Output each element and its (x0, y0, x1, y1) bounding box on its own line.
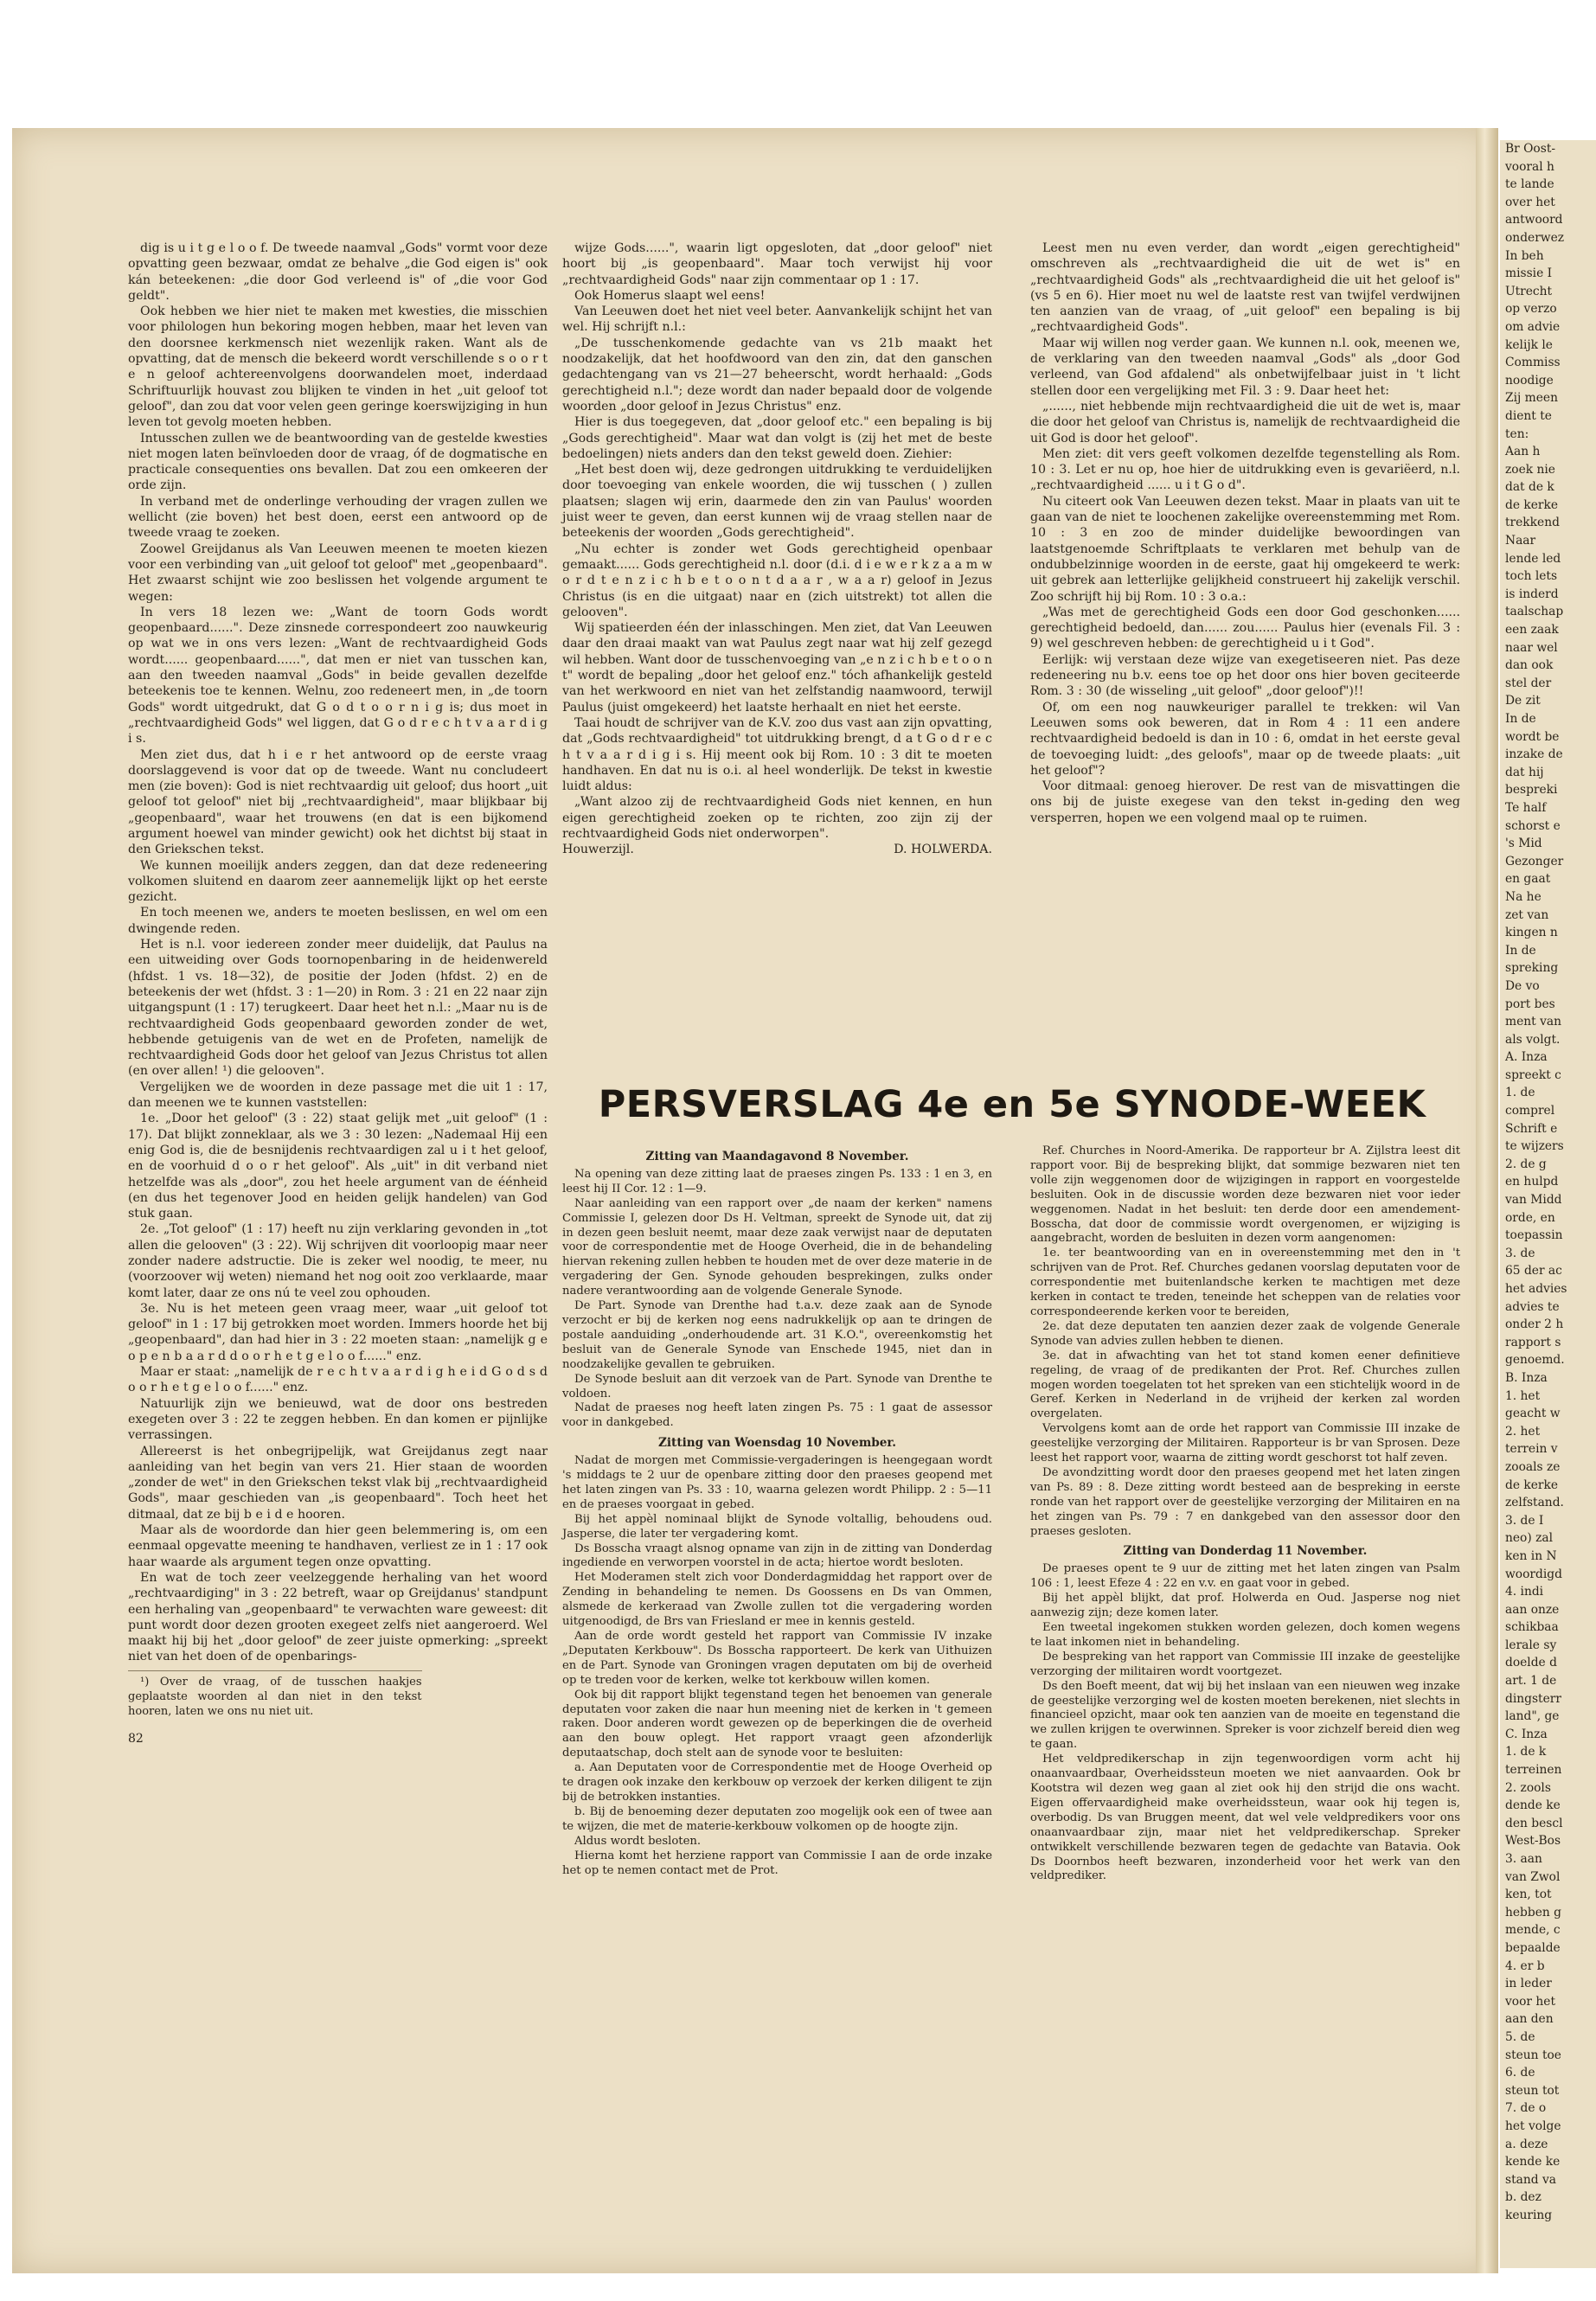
report-paragraph: b. Bij de benoeming dezer deputaten zoo mogelijk ook een of twee aan te wijzen, die met de materie-kerkbouw volkomen op de hoogte zijn. (562, 1804, 992, 1833)
next-page-fragment: 3. de (1505, 1246, 1535, 1260)
next-page-fragment: terrein v (1505, 1442, 1558, 1457)
next-page-fragment: a. deze (1505, 2137, 1548, 2151)
report-paragraph: De Part. Synode van Drenthe had t.a.v. deze zaak aan de Synode verzocht er bij de kerken nog eens nadrukkelijk op aan te dringen de postale aanduiding „onderhoudende art. 31 K.O.", overeenkomstig het besluit van de Generale Synode van Enschede 1945, niet dan in noodzakelijke gevallen te gebruiken. (562, 1299, 992, 1371)
next-page-fragment: missie I (1505, 266, 1553, 281)
next-page-fragment: Utrecht (1505, 284, 1553, 298)
report-column-1 (562, 1144, 992, 1878)
article-paragraph: „Het best doen wij, deze gedrongen uitdrukking te verduidelijken door toevoeging van enkele woorden, die wij tusschen ( ) zullen plaatsen; slagen wij erin, daarmede den zin van Paulus' woorden juist weer te geven, dan eerst kunnen wij de vraag stellen naar de beteekenis der woorden „Gods gerechtigheid". (562, 463, 992, 541)
next-page-fragment: De zit (1505, 694, 1541, 708)
book-spine (1476, 128, 1498, 2273)
next-page-fragment: te lande (1505, 177, 1554, 192)
report-paragraph: Na opening van deze zitting laat de praeses zingen Ps. 133 : 1 en 3, en leest hij II Cor. 12 : 1—9. (562, 1167, 992, 1195)
next-page-fragment: Gezonger (1505, 854, 1564, 868)
next-page-fragment: het advies (1505, 1282, 1567, 1296)
next-page-fragment: spreekt c (1505, 1067, 1561, 1082)
report-paragraph: Ref. Churches in Noord-Amerika. De rapporteur br A. Zijlstra leest dit rapport voor. Bij de bespreking blijkt, dat sommige bezwaren niet ten volle zijn weggenomen door de wijzigingen in rapport en voorgestelde besluiten. Ook in de discussie worden deze bezwaren niet voor ieder weggenomen. Nadat in het besluit: ten derde door een amendement-Bosscha, dat door de commissie wordt overgenomen, er wijziging is aangebracht, worden de besluiten in dezen vorm aangenomen: (1030, 1144, 1460, 1246)
next-page-fragment: stand va (1505, 2172, 1556, 2187)
next-page-fragment: rapport s (1505, 1335, 1561, 1349)
next-page-fragment: en gaat (1505, 872, 1551, 887)
next-page-fragment: Br Oost- (1505, 142, 1556, 156)
article-paragraph: Wij spatieerden één der inlasschingen. Men ziet, dat Van Leeuwen daar den draai maakt van wat Paulus zegt naar wat hij zelf gezegd wil hebben. Want door de tusschenvoeging van „e n z i c h b e t o o n t" wordt de bepaling „door het geloof enz." tóch afhankelijk gesteld van het werkwoord en niet van het zelfstandig naamwoord, terwijl Paulus (juist omgekeerd) het laatste herhaalt en niet het eerste. (562, 621, 993, 715)
signature-name: D. HOLWERDA. (894, 843, 992, 857)
report-paragraph: De avondzitting wordt door den praeses geopend met het laten zingen van Ps. 89 : 8. Deze zitting wordt besteed aan de bespreking in eerste ronde van het rapport over de geestelijke verzorging der Militairen en na het zingen van Ps. 79 : 7 en dankgebed van den assessor door den praeses gesloten. (1030, 1465, 1460, 1538)
article-paragraph: Maar er staat: „namelijk de r e c h t v a a r d i g h e i d G o d s d o o r h e t g e l o o f......" enz. (128, 1365, 548, 1395)
next-page-fragment: van Midd (1505, 1193, 1562, 1208)
next-page-fragment: om advie (1505, 319, 1561, 334)
next-page-fragment: den bescl (1505, 1816, 1563, 1830)
next-page-fragment: art. 1 de (1505, 1674, 1557, 1689)
next-page-fragment: aan onze (1505, 1602, 1560, 1617)
next-page-fragment: hebben g (1505, 1905, 1561, 1920)
report-paragraph: Vervolgens komt aan de orde het rapport van Commissie III inzake de geestelijke verzorging der Militairen. Rapporteur is br van Sprosen. Deze leest het rapport voor, waarna de zitting wordt geschorst tot half zeven. (1030, 1422, 1460, 1465)
next-page-fragment: in leder (1505, 1977, 1552, 1991)
next-page-fragment: het volge (1505, 2118, 1561, 2133)
article-paragraph: Men ziet dus, dat h i e r het antwoord op de eerste vraag doorslaggevend is voor dat op de tweede. Want nu concludeert men (zie boven): God is niet rechtvaardig uit geloof; dus hoort „uit geloof tot geloof" niet bij „rechtvaardigheid", maar blijkbaar bij „geopenbaard", waar het trouwens (en dat is een bijkomend argument hoewel van minder gewicht) ook het dichtst bij staat in den Griekschen tekst. (128, 747, 548, 857)
next-page-fragment: over het (1505, 195, 1555, 209)
next-page-fragment: bespreki (1505, 783, 1558, 798)
article-paragraph: Hier is dus toegegeven, dat „door geloof etc." een bepaling is bij „Gods gerechtigheid". Maar wat dan volgt is (zij het met de beste bedoelingen) niets anders dan den tekst geweld doen. Ziehier: (562, 415, 992, 461)
report-paragraph: Hierna komt het herziene rapport van Commissie I aan de orde inzake het op te nemen contact met de Prot. (562, 1849, 992, 1877)
next-page-fragment: mende, c (1505, 1923, 1561, 1938)
report-paragraph: Ds Bosscha vraagt alsnog opname van zijn in de zitting van Donderdag ingediende en verworpen voorstel in de acta; hiertoe wordt besloten. (562, 1541, 992, 1570)
article-paragraph: Of, om een nog nauwkeuriger parallel te trekken: wil Van Leeuwen soms ook beweren, dat in Rom 4 : 11 een andere rechtvaardigheid bedoeld is dan in 10 : 6, omdat in het eerste geval de toevoeging luidt: „des geloofs", maar op de tweede plaats: „uit het geloof"? (1030, 700, 1460, 778)
report-paragraph: Aan de orde wordt gesteld het rapport van Commissie IV inzake „Deputaten Kerkbouw". Ds Bosscha rapporteert. De kerk van Uithuizen en de Part. Synode van Groningen vragen deputaten om bij de overheid op te treden voor de kerken, welke tot kerkbouw willen komen. (562, 1630, 992, 1687)
report-paragraph: De bespreking van het rapport van Commissie III inzake de geestelijke verzorging der militairen wordt voortgezet. (1030, 1650, 1460, 1678)
article-paragraph: „Nu echter is zonder wet Gods gerechtigheid openbaar gemaakt...... Gods gerechtigheid n.l. door (d.i. d i e w e r k z a a m w o r d t e n z i c h b e t o o n t d a a r , w a a r) geloof in Jezus Christus (is en die uitgaat) naar en (zich uitstrekt) tot allen die gelooven". (562, 542, 992, 619)
report-paragraph: Een tweetal ingekomen stukken worden gelezen, doch komen wegens te laat inkomen niet in behandeling. (1030, 1621, 1460, 1649)
next-page-fragment: kingen n (1505, 926, 1558, 940)
article-paragraph: wijze Gods......", waarin ligt opgesloten, dat „door geloof" niet hoort bij „is geopenbaard". Maar toch verwijst hij voor „rechtvaardigheid Gods" naar zijn commentaar op 1 : 17. (562, 241, 992, 287)
next-page-fragment: de kerke (1505, 497, 1559, 512)
next-page-fragment: 3. aan (1505, 1852, 1542, 1866)
next-page-fragment: doelde d (1505, 1656, 1557, 1670)
report-paragraph: Ds den Boeft meent, dat wij bij het inslaan van een nieuwen weg inzake de geestelijke verzorging wel de kosten moeten berekenen, niet slechts in financieel opzicht, maar ook ten aanzien van de moeite en tegenstand die we zullen krijgen te overwinnen. Spreker is voor zichzelf bereid dien weg te gaan. (1030, 1679, 1460, 1752)
report-paragraph: 2e. dat deze deputaten ten aanzien dezer zaak de volgende Generale Synode van advies zullen hebben te dienen. (1030, 1319, 1460, 1348)
report-paragraph: De praeses opent te 9 uur de zitting met het laten zingen van Psalm 106 : 1, leest Efeze 4 : 22 en v.v. en gaat voor in gebed. (1030, 1562, 1460, 1591)
report-paragraph: Bij het appèl nominaal blijkt de Synode voltallig, behoudens oud. Jasperse, die later ter vergadering komt. (562, 1512, 992, 1541)
next-page-fragment: zet van (1505, 907, 1549, 922)
next-page-fragment: genoemd. (1505, 1353, 1565, 1368)
next-page-fragment: terreinen (1505, 1763, 1562, 1778)
next-page-fragment: schorst e (1505, 818, 1561, 833)
next-page-fragment: ment van (1505, 1015, 1561, 1029)
article-paragraph: Taai houdt de schrijver van de K.V. zoo dus vast aan zijn opvatting, dat „Gods rechtvaardigheid" tot uitdrukking brengt, d a t G o d r e c h t v a a r d i g i s. Hij meent ook bij Rom. 10 : 3 dit te moeten handhaven. En dat nu is o.i. al heel wonderlijk. De tekst in kwestie luidt aldus: (562, 715, 992, 794)
next-page-fragment: kende ke (1505, 2155, 1561, 2170)
article-paragraph: Men ziet: dit vers geeft volkomen dezelfde tegenstelling als Rom. 10 : 3. Let er nu op, hoe hier de uitdrukking even is gevariëerd, n.l. „rechtvaardigheid ...... u i t G o d". (1030, 446, 1460, 493)
next-page-fragment: orde, en (1505, 1210, 1555, 1225)
article-paragraph: Leest men nu even verder, dan wordt „eigen gerechtigheid" omschreven als „rechtvaardigheid die uit de wet is" en „rechtvaardigheid Gods" als „rechtvaardigheid die uit het geloof is" (vs 5 en 6). Hier moet nu wel de laatste rest van twijfel verdwijnen ten aanzien van de vraag, of „uit geloof" een bepaling is bij „rechtvaardigheid Gods". (1030, 241, 1460, 335)
next-page-fragment: 2. zools (1505, 1780, 1551, 1795)
next-page-fragment: C. Inza (1505, 1727, 1548, 1741)
report-paragraph: Aldus wordt besloten. (574, 1834, 702, 1848)
article-paragraph: Natuurlijk zijn we benieuwd, wat de door ons bestreden exegeten over 3 : 22 te zeggen hebben. En dan komen er pijnlijke verrassingen. (128, 1396, 548, 1443)
next-page-fragment: zoek nie (1505, 462, 1555, 477)
article-paragraph: We kunnen moeilijk anders zeggen, dan dat deze redeneering volkomen sluitend en daarom zeer aannemelijk lijkt op het eerste gezicht. (128, 858, 548, 905)
next-page-fragment: stel der (1505, 676, 1552, 690)
next-page-fragment: zooals ze (1505, 1459, 1561, 1474)
next-page-fragment: Commiss (1505, 356, 1561, 370)
article-paragraph: Vergelijken we de woorden in deze passage met die uit 1 : 17, dan meenen we te kunnen vaststellen: (128, 1080, 548, 1111)
next-page-edge (1500, 140, 1596, 2268)
next-page-fragment: ken, tot (1505, 1888, 1552, 1902)
article-paragraph: Van Leeuwen doet het niet veel beter. Aanvankelijk schijnt het van wel. Hij schrijft n.l.: (562, 304, 992, 335)
report-paragraph: a. Aan Deputaten voor de Correspondentie met de Hooge Overheid op te dragen ook inzake den kerkbouw op verzoek der kerken diligent te zijn bij de betrokken instanties. (562, 1761, 992, 1804)
report-paragraph: Ook bij dit rapport blijkt tegenstand tegen het benoemen van generale deputaten voor zaken die naar hun meening niet de kerken in 't gemeen raken. Door anderen wordt gewezen op de beperkingen die de overheid aan den bouw oplegt. Het rapport vraagt geen afzonderlijk deputaatschap, doch stelt aan de synode voor te besluiten: (562, 1688, 992, 1760)
article-paragraph: 1e. „Door het geloof" (3 : 22) staat gelijk met „uit geloof" (1 : 17). Dat blijkt zonneklaar, als we 3 : 30 lezen: „Nademaal Hij een enig God is, die de besnijdenis rechtvaardigen zal u i t het geloof, en de voorhuid d o o r het geloof". Als „uit" in dit verband niet hetzelfde was als „door", zou het heele argument van de éénheid (en dus het tegenover Jood en heiden gelijk handelen) van God stuk gaan. (128, 1112, 548, 1221)
next-page-fragment: ken in N (1505, 1548, 1557, 1563)
next-page-fragment: spreking (1505, 961, 1559, 976)
report-paragraph: Het veldpredikerschap in zijn tegenwoordigen vorm acht hij onaanvaardbaar, Overheidssteun moeten we niet aanvaarden. Ook br Kootstra wil dezen weg gaan al ziet ook hij den strijd die ons wacht. Eigen offervaardigheid make overheidssteun, waar ook hij tegen is, overbodig. Ds van Bruggen meent, dat wel vele veldpredikers voor ons onaanvaardbaar zijn, maar niet het veldpredikerschap. Spreker ontwikkelt verschillende bezwaren tegen de gedachte van Batavia. Ook Ds Doornbos heeft bezwaren, inzonderheid voor het werk van den veldprediker. (1030, 1753, 1460, 1883)
report-paragraph: Nadat de praeses nog heeft laten zingen Ps. 75 : 1 gaat de assessor voor in dankgebed. (562, 1401, 992, 1430)
next-page-fragment: b. dez (1505, 2190, 1542, 2205)
next-page-fragment: inzake de (1505, 747, 1563, 762)
next-page-fragment: In de (1505, 712, 1536, 726)
article-paragraph: „Want alzoo zij de rechtvaardigheid Gods niet kennen, en hun eigen gerechtigheid zoeken op te richten, zoo zijn zij der rechtvaardigheid Gods niet onderworpen". (562, 795, 992, 841)
next-page-fragment: vooral h (1505, 159, 1554, 174)
article-paragraph: En wat de toch zeer veelzeggende herhaling van het woord „rechtvaardiging" in 3 : 22 betreft, waar op Greijdanus' standpunt een herhaling van „geopenbaard" te verwachten ware geweest: dit punt wordt door dezen grooten exegeet zelfs niet aangeroerd. Wel maakt hij bij het „door geloof" de zeer juiste opmerking: „spreekt niet van het doen of de openbarings- (128, 1570, 548, 1664)
next-page-fragment: naar wel (1505, 640, 1558, 655)
next-page-fragment: woordigd (1505, 1567, 1562, 1581)
next-page-fragment: dende ke (1505, 1798, 1561, 1813)
next-page-fragment: antwoord (1505, 213, 1563, 228)
report-paragraph: 3e. dat in afwachting van het tot stand komen eener definitieve regeling, de vraag of de predikanten der Prot. Ref. Churches zullen mogen worden toegelaten tot het spreken van een stichtelijk woord in de Geref. Kerken in Nederland in de vrijheid der kerken zal worden overgelaten. (1030, 1349, 1460, 1421)
article-paragraph: „Was met de gerechtigheid Gods een door God geschonken...... gerechtigheid bedoeld, dan...... zou...... Paulus hier (evenals Fil. 3 : 9) wel geschreven hebben: de gerechtigheid u i t God". (1030, 605, 1460, 651)
next-page-fragment: 2. de g (1505, 1157, 1547, 1171)
next-page-fragment: A. Inza (1505, 1050, 1548, 1065)
article-paragraph: Nu citeert ook Van Leeuwen dezen tekst. Maar in plaats van uit te gaan van de niet te loochenen zakelijke overeenstemming met Rom. 10 : 3 en zoo de minder duidelijke bewoordingen van laatstgenoemde Schriftplaats te verklaren met behulp van de ondubbelzinnige woorden in de eerste, gaat hij omgekeerd te werk: uit gebrek aan letterlijke gelijkheid construeert hij zakelijk verschil. Zoo schrijft hij bij Rom. 10 : 3 o.a.: (1030, 494, 1460, 604)
report-paragraph: Bij het appèl blijkt, dat prof. Holwerda en Oud. Jasperse nog niet aanwezig zijn; deze komen later. (1030, 1592, 1460, 1620)
next-page-fragment: dingsterr (1505, 1691, 1561, 1706)
next-page-fragment: een zaak (1505, 623, 1559, 638)
next-page-fragment: De vo (1505, 978, 1540, 993)
report-title: PERSVERSLAG 4e en 5e SYNODE-WEEK (598, 1083, 1426, 1126)
session-heading: Zitting van Woensdag 10 November. (657, 1436, 897, 1451)
next-page-fragment: neo) zal (1505, 1531, 1554, 1546)
next-page-fragment: zelfstand. (1505, 1496, 1564, 1510)
next-page-fragment: Zij meen (1505, 391, 1558, 406)
next-page-fragment: is inderd (1505, 586, 1559, 601)
footnote: ¹) Over de vraag, of de tusschen haakjes geplaatste woorden al dan niet in den tekst hooren, laten we ons nu niet uit. (128, 1670, 422, 1719)
next-page-fragment: 4. indi (1505, 1585, 1544, 1599)
next-page-fragment: als volgt. (1505, 1032, 1561, 1047)
session-heading: Zitting van Donderdag 11 November. (1123, 1544, 1368, 1559)
article-paragraph: En toch meenen we, anders te moeten beslissen, en wel om een dwingende reden. (128, 906, 548, 936)
next-page-fragment: kelijk le (1505, 337, 1553, 352)
next-page-fragment: onderwez (1505, 230, 1565, 245)
next-page-fragment: 2. het (1505, 1424, 1541, 1439)
article-paragraph: Eerlijk: wij verstaan deze wijze van exegetiseeren niet. Pas deze redeneering nu b.v. eens toe op het door ons hier boven geciteerde Rom. 3 : 30 (de wisseling „uit geloof" „door geloof")!! (1030, 652, 1460, 699)
signature-line (562, 842, 992, 857)
next-page-fragment: 65 der ac (1505, 1264, 1562, 1279)
next-page-fragment: bepaalde (1505, 1940, 1561, 1955)
next-page-fragment: West-Bos (1505, 1834, 1561, 1849)
article-paragraph: In vers 18 lezen we: „Want de toorn Gods wordt geopenbaard......". Deze zinsnede correspondeert zoo nauwkeurig op wat we in ons vers lezen: „Want de rechtvaardigheid Gods wordt...... geopenbaard......", dat men er niet van tusschen kan, aan den tweeden naamval „Gods" in beide gevallen dezelfde beteekenis toe te kennen. Welnu, zoo redeneert men, in „de toorn Gods" wordt uitgedrukt, dat G o d t o o r n i g is; dus moet in „rechtvaardigheid Gods" wel liggen, dat G o d r e c h t v a a r d i g i s. (128, 605, 548, 747)
next-page-fragment: dient te (1505, 408, 1552, 423)
article-paragraph: Ook hebben we hier niet te maken met kwesties, die misschien voor philologen hun bekoring mogen hebben, maar het leven van den doorsnee kerkmensch niet wezenlijk raken. Want als de opvatting, dat de mensch die bekeerd wordt verschillende s o o r t e n geloof achtereenvolgens doorwandelen moet, inderdaad Schriftuurlijk houvast zou blijken te vinden in het „uit geloof tot geloof", dan zou dat voor velen geen geringe koerswijziging in hun leven tot gevolg moeten hebben. (128, 304, 548, 430)
next-page-fragment: 3. de I (1505, 1513, 1544, 1528)
next-page-fragment: Schrift e (1505, 1121, 1558, 1136)
next-page-fragment: In beh (1505, 248, 1544, 263)
next-page-fragment: van Zwol (1505, 1869, 1561, 1884)
signature-place: Houwerzijl. (562, 843, 634, 857)
next-page-fragment: dat hij (1505, 765, 1544, 779)
article-paragraph: „De tusschenkomende gedachte van vs 21b maakt het noodzakelijk, dat het hoofdwoord van den zin, dat den ganschen gedachtengang van vs 21—27 beheerscht, wordt herhaald: „Gods gerechtigheid n.l."; deze wordt dan nader bepaald door de volgende woorden „door geloof in Jezus Christus" enz. (562, 336, 992, 413)
next-page-fragment: 6. de (1505, 2066, 1535, 2080)
next-page-fragment: de kerke (1505, 1477, 1559, 1492)
next-page-fragment: steun toe (1505, 2048, 1561, 2062)
report-paragraph: De Synode besluit aan dit verzoek van de Part. Synode van Drenthe te voldoen. (562, 1372, 992, 1400)
article-paragraph: Allereerst is het onbegrijpelijk, wat Greijdanus zegt naar aanleiding van het begin van vers 21. Hier staan de woorden „zonder de wet" in den Griekschen tekst vlak bij „rechtvaardigheid Gods", maar geschieden van „is geopenbaard". Toch heet het ditmaal, dat ze bij b e i d e hooren. (128, 1444, 548, 1522)
next-page-fragment: B. Inza (1505, 1370, 1548, 1385)
article-paragraph: Maar als de woordorde dan hier geen belemmering is, om een eenmaal opgevatte meening te handhaven, verliest ze in 1 : 17 ook haar waarde als argument tegen onze opvatting. (128, 1523, 548, 1569)
next-page-fragment: geacht w (1505, 1407, 1561, 1421)
article-paragraph: 2e. „Tot geloof" (1 : 17) heeft nu zijn verklaring gevonden in „tot allen die gelooven" (3 : 22). Wij schrijven dit voorloopig maar neer zonder nadere adstructie. Die is zeker wel noodig, te meer, nu (voorzoover wij weten) niemand het nog ooit zoo verklaarde, maar komt later, daar ze ons nú te veel zou ophouden. (128, 1222, 548, 1300)
next-page-fragment: ten: (1505, 426, 1529, 441)
next-page-fragment: land", ge (1505, 1709, 1560, 1724)
next-page-fragment: 1. de k (1505, 1745, 1547, 1759)
next-page-fragment: 1. het (1505, 1388, 1541, 1403)
article-paragraph: 3e. Nu is het meteen geen vraag meer, waar „uit geloof tot geloof" in 1 : 17 bij getrokken moet worden. Immers hoorde het bij „geopenbaard", dan had hier in 3 : 22 moeten staan: „namelijk g e o p e n b a a r d d o o r h e t g e l o o f......" enz. (128, 1301, 548, 1363)
article-paragraph: In verband met de onderlinge verhouding der vragen zullen we wellicht (zie boven) het best doen, eerst een antwoord op de tweede vraag te zoeken. (128, 494, 548, 541)
report-column-2 (1030, 1144, 1460, 1884)
article-column-1 (128, 240, 548, 1747)
next-page-fragment: lende led (1505, 551, 1561, 566)
next-page-fragment: port bes (1505, 997, 1555, 1011)
next-page-fragment: 5. de (1505, 2029, 1535, 2044)
next-page-fragment: aan den (1505, 2012, 1554, 2027)
article-column-2 (562, 240, 992, 858)
article-paragraph: Zoowel Greijdanus als Van Leeuwen meenen te moeten kiezen voor een verbinding van „uit geloof tot geloof" met „geopenbaard". Het zwaarst schijnt wie zoo beslissen het volgende argument te wegen: (128, 542, 548, 604)
next-page-fragment: dan ook (1505, 658, 1554, 673)
next-page-fragment: en hulpd (1505, 1175, 1559, 1189)
next-page-fragment: 's Mid (1505, 836, 1542, 851)
next-page-fragment: Na he (1505, 889, 1542, 904)
article-paragraph: Maar wij willen nog verder gaan. We kunnen n.l. ook, meenen we, de verklaring van den tweeden naamval „Gods" als „door God verleend, van God afdalend" als onbetwijfelbaar juist in 't licht stellen door een vergelijking met Fil. 3 : 9. Daar heet het: (1030, 336, 1460, 398)
session-heading: Zitting van Maandagavond 8 November. (645, 1150, 909, 1163)
next-page-fragment: Aan h (1505, 445, 1541, 459)
next-page-fragment: te wijzers (1505, 1139, 1564, 1154)
next-page-fragment: schikbaa (1505, 1620, 1559, 1635)
article-column-3 (1030, 240, 1460, 826)
next-page-fragment: 4. er b (1505, 1958, 1545, 1973)
next-page-fragment: advies te (1505, 1299, 1560, 1314)
page-number: 82 (128, 1731, 144, 1746)
next-page-fragment: toepassin (1505, 1228, 1563, 1243)
next-page-fragment: noodige (1505, 373, 1554, 388)
next-page-fragment: 1. de (1505, 1086, 1535, 1100)
next-page-fragment: lerale sy (1505, 1638, 1557, 1652)
next-page-fragment: trekkend (1505, 516, 1560, 530)
next-page-fragment: In de (1505, 943, 1536, 958)
next-page-fragment: 7. de o (1505, 2101, 1547, 2116)
next-page-fragment: steun tot (1505, 2083, 1560, 2098)
next-page-fragment: Naar (1505, 534, 1536, 548)
next-page-fragment: keuring (1505, 2208, 1553, 2222)
next-page-fragment: onder 2 h (1505, 1317, 1564, 1332)
next-page-fragment: toch lets (1505, 569, 1558, 584)
next-page-fragment: op verzo (1505, 302, 1557, 317)
next-page-fragment: comprel (1505, 1104, 1555, 1118)
next-page-fragment: voor het (1505, 1994, 1555, 2009)
report-paragraph: Nadat de morgen met Commissie-vergaderingen is heengegaan wordt 's middags te 2 uur de openbare zitting door den praeses geopend met het laten zingen van Ps. 33 : 10, waarna gelezen wordt Philipp. 2 : 5—11 en de praeses voorgaat in gebed. (562, 1454, 992, 1511)
next-page-fragment: taalschap (1505, 605, 1564, 619)
report-paragraph: Naar aanleiding van een rapport over „de naam der kerken" namens Commissie I, gelezen door Ds H. Veltman, spreekt de Synode uit, dat zij in dezen geen besluit neemt, maar deze zaak verwijst naar de deputaten voor de correspondentie met de Hooge Overheid, die in de behandeling hiervan rekening zullen hebben te houden met de over deze materie in de vergadering der Gen. Synode gehouden besprekingen, zulks onder nadere verantwoording aan de volgende Generale Synode. (562, 1196, 992, 1298)
article-paragraph: Het is n.l. voor iedereen zonder meer duidelijk, dat Paulus na een uitweiding over Gods toornopenbaring in de heidenwereld (hfdst. 1 vs. 18—32), de positie der Joden (hfdst. 2) en de beteekenis der wet (hfdst. 3 : 1—20) in Rom. 3 : 21 en 22 naar zijn uitgangspunt (1 : 17) terugkeert. Daar heet het n.l.: „Maar nu is de rechtvaardigheid Gods geopenbaard geworden zonder de wet, hebbende getuigenis van de wet en de Profeten, namelijk de rechtvaardigheid Gods door het geloof van Jezus Christus tot allen (en over allen! ¹) die gelooven". (128, 938, 548, 1079)
article-paragraph: dig is u i t g e l o o f. De tweede naamval „Gods" vormt voor deze opvatting geen bezwaar, omdat ze behalve „die God eigen is" ook kán beteekenen: „die door God verleend is" of „die voor God geldt". (128, 241, 548, 303)
article-paragraph: „......, niet hebbende mijn rechtvaardigheid die uit de wet is, maar die door het geloof van Christus is, namelijk de rechtvaardigheid die uit God is door het geloof". (1030, 399, 1460, 445)
report-paragraph: 1e. ter beantwoording van en in overeenstemming met den in 't schrijven van de Prot. Ref. Churches gedanen voorslag deputaten voor de correspondentie met buitenlandsche kerken te machtigen met deze kerken in contact te treden, teneinde het scheppen van de relaties voor correspondeerende kerken voor te bereiden, (1030, 1247, 1460, 1318)
article-paragraph: Intusschen zullen we de beantwoording van de gestelde kwesties niet mogen laten beïnvloeden door de vraag, óf de dogmatische en practicale consequenties ons bevallen. Dat zou een omkeeren der orde zijn. (128, 431, 548, 493)
next-page-fragment: wordt be (1505, 729, 1560, 744)
next-page-fragment: Te half (1505, 800, 1547, 815)
next-page-fragment: dat de k (1505, 480, 1554, 495)
article-paragraph: Ook Homerus slaapt wel eens! (574, 288, 766, 303)
article-paragraph: Voor ditmaal: genoeg hierover. De rest van de misvattingen die ons bij de juiste exegese van den tekst in-geding den weg versperren, hopen we een volgend maal op te ruimen. (1030, 779, 1460, 825)
report-paragraph: Het Moderamen stelt zich voor Donderdagmiddag het rapport over de Zending in behandeling te nemen. Ds Goossens en Ds van Ommen, alsmede de kerkeraad van Zwolle zullen tot die vergadering worden uitgenoodigd, de Brs van Friesland er mee in kennis gesteld. (562, 1571, 992, 1629)
